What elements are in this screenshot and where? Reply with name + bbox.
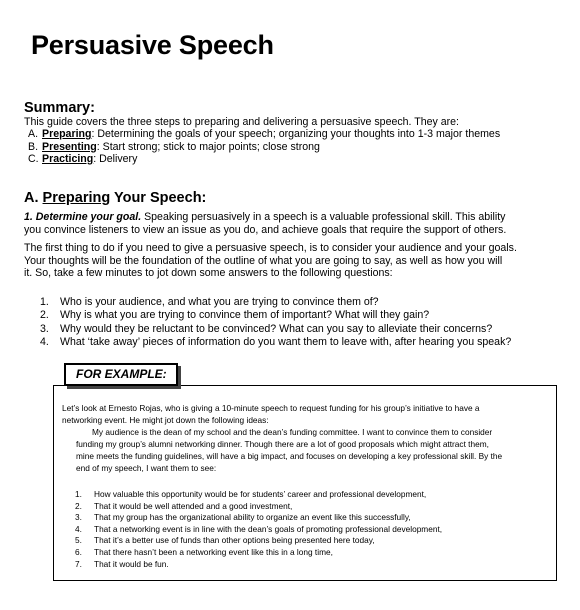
question-text: What ‘take away’ pieces of information do you want them to leave with, after hearing you speak? [60, 336, 512, 349]
summary-item-desc: : Determining the goals of your speech; organizing your thoughts into 1-3 major themes [91, 128, 501, 140]
example-point-number: 1. [75, 489, 82, 499]
summary-item [24, 153, 500, 166]
summary-item [24, 141, 500, 154]
question-item [40, 309, 511, 322]
summary-intro: This guide covers the three steps to preparing and delivering a persuasive speech. They are: [24, 116, 459, 128]
example-point [75, 547, 442, 559]
example-point-text: That it would be well attended and a good investment, [94, 500, 293, 511]
question-number: 2. [40, 309, 49, 322]
section-a-term: Preparing [42, 190, 111, 206]
example-point [75, 489, 442, 501]
summary-item-letter: A. [28, 128, 39, 140]
example-line: end of my speech, I want them to see: [76, 463, 217, 473]
example-point-number: 5. [75, 535, 82, 546]
example-point-text: That a networking event is in line with the dean’s goals of promoting professional development, [94, 523, 443, 534]
example-point [75, 512, 442, 524]
example-line: My audience is the dean of my school and the dean’s funding committee. I want to convince them to consider [92, 427, 493, 437]
summary-item-term: Practicing [42, 153, 94, 165]
example-point-number: 7. [75, 558, 82, 569]
question-item [40, 296, 511, 309]
example-line: funding my group’s alumni networking dinner. Though there are a lot of good proposals which might attract them, [76, 439, 489, 449]
section-a-prefix: A. [24, 190, 43, 206]
goal-text: Speaking persuasively in a speech is a valuable professional skill. This ability [141, 211, 506, 223]
example-label: FOR EXAMPLE: [64, 363, 178, 386]
summary-heading: Summary: [24, 100, 95, 116]
goal-paragraph-line [24, 211, 505, 224]
summary-item [24, 128, 500, 141]
example-point [75, 524, 442, 536]
example-line: networking event. He might jot down the following ideas: [62, 415, 269, 425]
summary-item-letter: B. [28, 140, 39, 153]
goal-label: 1. Determine your goal. [24, 211, 142, 223]
audience-paragraph-line: it. So, take a few minutes to jot down some answers to the following questions: [24, 267, 393, 279]
audience-paragraph-line: The first thing to do if you need to give a persuasive speech, is to consider your audience and your goals. [24, 242, 517, 254]
question-number: 4. [40, 336, 49, 349]
example-point-number: 6. [75, 546, 82, 557]
example-point-text: That my group has the organizational ability to organize an event like this successfully, [94, 512, 411, 523]
example-point-text: That it would be fun. [94, 558, 169, 569]
example-point [75, 559, 442, 571]
question-text: Who is your audience, and what you are trying to convince them of? [60, 296, 379, 308]
example-line: Let’s look at Ernesto Rojas, who is giving a 10-minute speech to request funding for his group’s initiative to have a [62, 403, 480, 413]
summary-item-term: Presenting [42, 140, 97, 153]
page-title: Persuasive Speech [31, 30, 274, 60]
question-number: 3. [40, 322, 49, 335]
example-point [75, 535, 442, 547]
question-item [40, 323, 511, 336]
question-text: Why would they be reluctant to be convinced? What can you say to alleviate their concerns? [60, 322, 493, 335]
example-point-number: 4. [75, 523, 82, 534]
example-point-text: How valuable this opportunity would be for students’ career and professional development, [94, 489, 427, 499]
questions-list [40, 296, 511, 350]
section-a-suffix: Your Speech: [110, 190, 207, 206]
example-point-number: 2. [75, 500, 82, 511]
question-text: Why is what you are trying to convince them of important? What will they gain? [60, 309, 430, 322]
section-a-heading [24, 190, 206, 206]
question-item [40, 336, 511, 349]
example-point [75, 501, 442, 513]
example-point-text: That it’s a better use of funds than other options being presented here today, [94, 535, 375, 546]
example-line: mine meets the funding guidelines, will have a big impact, and focuses on developing a key professional skill. By the [76, 451, 503, 461]
summary-item-desc: : Delivery [93, 153, 138, 165]
summary-list [24, 128, 500, 166]
summary-item-letter: C. [28, 153, 39, 165]
example-points-list [75, 489, 442, 570]
question-number: 1. [40, 296, 49, 308]
summary-item-desc: : Start strong; stick to major points; close strong [96, 140, 320, 153]
summary-item-term: Preparing [42, 128, 92, 140]
audience-paragraph-line: Your thoughts will be the foundation of the outline of what you are going to say, as well as how you will [24, 255, 503, 267]
goal-paragraph-line: you convince listeners to view an issue as you do, and achieve goals that require the support of others. [24, 224, 507, 236]
example-point-text: That there hasn’t been a networking event like this in a long time, [94, 546, 333, 557]
example-point-number: 3. [75, 512, 82, 523]
